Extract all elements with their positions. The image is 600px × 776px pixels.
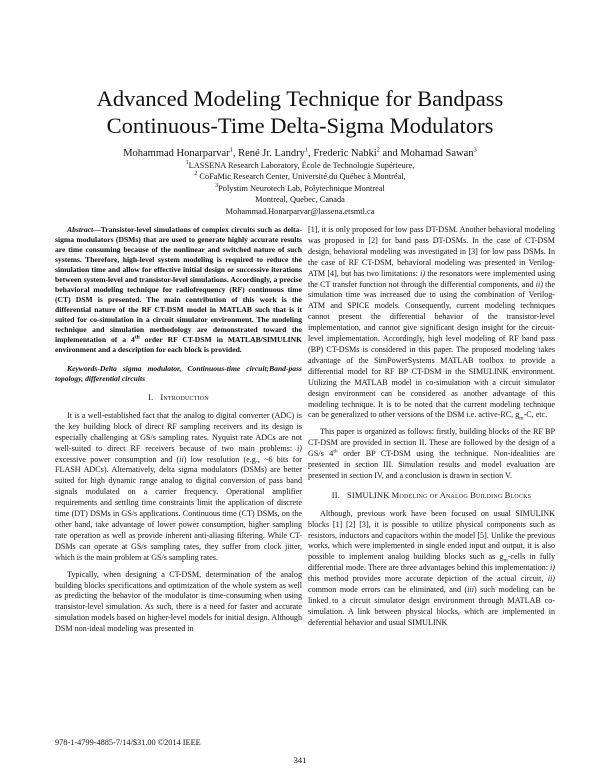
affiliation-1: $^1$LASSENA Research Laboratory, École de Technologie Supérieure, bbox=[185, 160, 415, 170]
body-paragraph: It is a well-established fact that the analog to digital converter (ADC) is the key building block of direct RF sampling receivers and its design is especially challenging at GS/s sampling rates. Nyquist rate ADCs are not well-suited to direct RF receivers because of two main problems: i) excessive power consumption and (ii) low resolution (e.g., ~6 bits for FLASH ADCs). Alternatively, delta sigma modulators (DSMs) are better suited for high dynamic range analog to digital conversion of pass band signals modulated on a carrier frequency. Operational amplifier requirements and settling time constraints limit the application of discrete time (DT) DSMs in GS/s applications. Continuous time (CT) DSMs, on the other hand, take advantage of lower power consumption, higher sampling rate operation as well as provide inherent anti-aliasing filtering. While CT-DSMs can operate at GS/s sampling rates, they suffer from clock jitter, which is the main problem at GS/s sampling rates. bbox=[55, 410, 303, 562]
author-name: Frederic Nabki bbox=[313, 148, 377, 159]
right-column bbox=[308, 225, 555, 629]
abstract: Abstract—Transistor-level simulations of complex circuits such as delta-sigma modulators (DSMs) that are used to generate highly accurate results are time consuming because of the nonlinear and switched nature of such systems. Therefore, high-level system modeling is required to reduce the simulation time and allow for effective initial design or successive iterations between system-level and transistor-level simulations. Accordingly, a precise behavioral modeling technique for radiofrequency (RF) continuous time (CT) DSM is presented. The main contribution of this work is the differential nature of the RF CT-DSM model in MATLAB such that is it suited for co-simulation in a circuit simulator environment. The modeling technique and simulation methodology are demonstrated toward the implementation of a 4th order RF CT-DSM in MATLAB/SIMULINK environment and a description for each block is provided. bbox=[55, 225, 302, 354]
affiliation-mark: 1 bbox=[304, 146, 309, 154]
abstract-label: Abstract bbox=[67, 225, 94, 234]
author-name: Mohamad Sawan bbox=[400, 148, 474, 159]
section-heading-introduction: I. Introduction bbox=[148, 393, 209, 402]
affiliation-location: Montreal, Quebec, Canada bbox=[255, 195, 345, 205]
affiliation-mark: 3 bbox=[473, 146, 477, 154]
affiliation-3: $^3$Polystim Neurotech Lab, Polytechnique Montreal bbox=[215, 183, 385, 193]
affiliations bbox=[60, 160, 540, 217]
body-paragraph: This paper is organized as follows: firstly, building blocks of the RF BP CT-DSM are provided in section II. These are followed by the design of a GS/s 4th order BP CT-DSM using the technique. Non-idealities are presented in section III. Simulation results and model evaluation are presented in section IV, and a conclusion is drawn in section V. bbox=[308, 427, 555, 480]
author-name: René Jr. Landry bbox=[238, 148, 305, 159]
author-name: Mohammad Honarparvar bbox=[123, 148, 230, 159]
affiliation-mark: 2 bbox=[376, 146, 380, 154]
keywords-label: Keywords- bbox=[67, 364, 100, 373]
paper-title: Advanced Modeling Technique for Bandpass Continuous-Time Delta-Sigma Modulators bbox=[96, 86, 504, 138]
author-list: Mohammad Honarparvar$^1$, René Jr. Landry$^1$, Frederic Nabki$^2$ and Mohamad Sawan$^3$ bbox=[123, 146, 477, 159]
body-paragraph: Although, previous work have been focused on usual SIMULINK blocks [1] [2] [3], it is possible to utilize physical components such as resistors, inductors and capacitors within the model [5]. Unlike the previous works, which were implemented in single ended input and output, it is also possible to implement analog building blocks such as $g_m$-cells in fully differential mode. There are three advantages behind this implementation: i) this method provides more accurate depiction of the actual circuit, ii) common mode errors can be eliminated, and (iii) such modeling can be linked to a circuit simulator design environment through MATLAB co-simulation. A link between physical blocks, which are implemented in deferential behavior and usual SIMULINK bbox=[308, 508, 555, 627]
body-paragraph: Typically, when designing a CT-DSM, determination of the analog building blocks specifications and optimization of the whole system as well as predicting the behavior of the modulator is time-consuming when using transistor-level simulation. As such, there is a need for faster and accurate simulation models based on higher-level models for initial design. Although DSM non-ideal modeling was presented in bbox=[55, 569, 302, 634]
body-paragraph: [1], it is only proposed for low pass DT-DSM. Another behavioral modeling was proposed in [2] for band pass DT-DSMs. In the case of CT-DSM design, behavioral modeling was investigated in [3] for low pass DSMs. In the case of RF CT-DSM, behavioral modeling was presented in Verilog-ATM [4], but has two limitations: i) the resonators were implemented using the CT transfer function not through the differential components, and ii) the simulation time was increased due to using the combination of Verilog-ATM and SPICE models. Consequently, current modeling techniques cannot present the differential behavior of the transistor-level implementation, and cannot give significant design insight for the circuit-level implementation. Accordingly, high level modeling of RF band pass (BP) CT-DSMs is considered in this paper. The proposed modeling takes advantage of the SimPowerSystems MATLAB toolbox to provide a differential model for RF BP CT-DSM in the SIMULINK environment. Utilizing the MATLAB model in co-simulation with a circuit simulator design environment can be considered as another advantage of this modeling technique. It is to be noted that the current modeling technique can be generalized to other versions of the DSM i.e. active-RC, $g_m-C$, etc. bbox=[308, 225, 555, 423]
page-number: 341 bbox=[293, 755, 307, 765]
affiliation-2: $^2$ CoFaMic Research Center, Université du Québec à Montréal, bbox=[194, 171, 406, 182]
keywords: Keywords-Delta sigma modulator, Continuous-time circuit;Band-pass topology, differential circuits bbox=[55, 364, 302, 383]
left-column bbox=[55, 225, 302, 635]
affiliation-mark: 1 bbox=[229, 146, 233, 154]
copyright-footer: 978-1-4799-4885-7/14/$31.00 ©2014 IEEE bbox=[55, 738, 201, 747]
section-heading-simulink-modeling: II. SIMULINK Modeling of Analog Building Blocks bbox=[331, 490, 532, 500]
author-email[interactable]: Mohammad.Honarparvar@lassena.etsmtl.ca bbox=[225, 206, 375, 216]
